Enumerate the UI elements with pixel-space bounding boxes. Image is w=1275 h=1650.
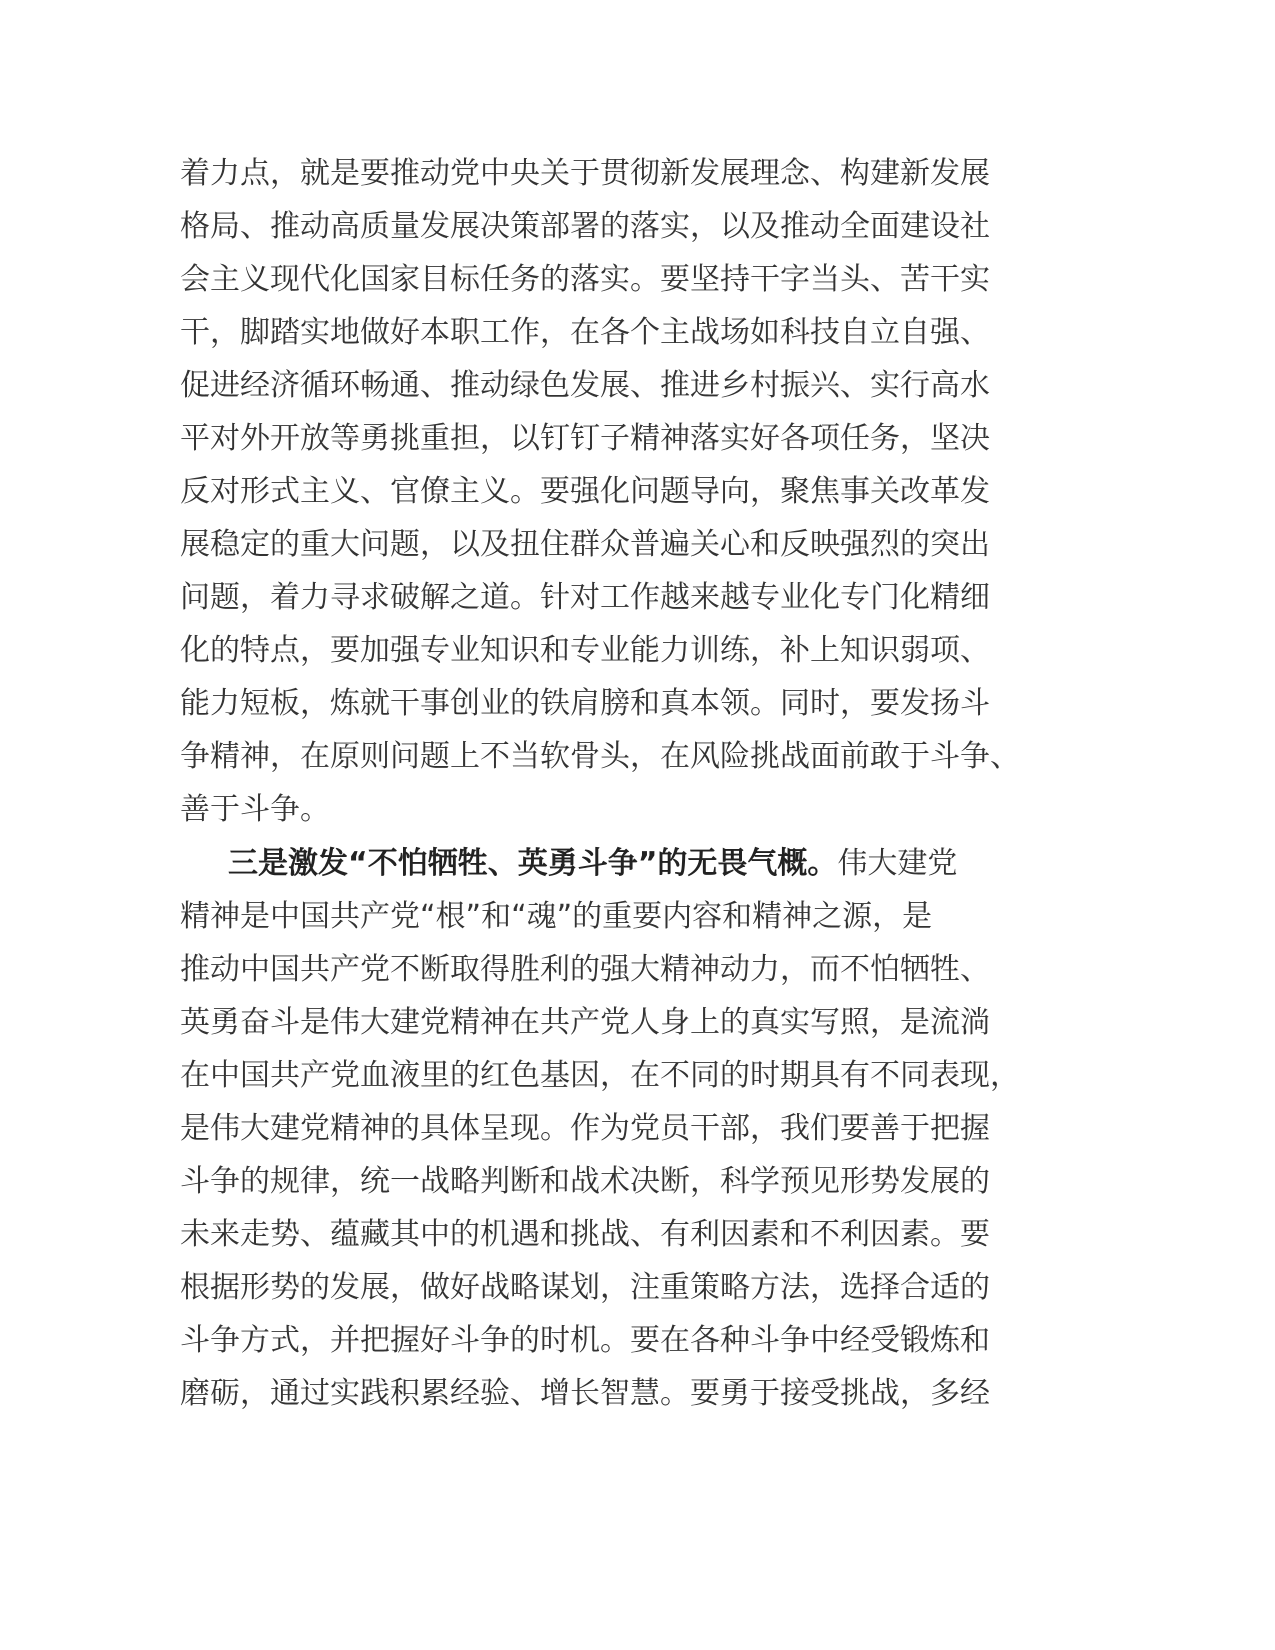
text-line: 促进经济循环畅通、推动绿色发展、推进乡村振兴、实行高水: [180, 368, 990, 403]
text-line: 争精神，在原则问题上不当软骨头，在风险挑战面前敢于斗争、: [180, 739, 1020, 774]
text-line: 平对外开放等勇挑重担，以钉钉子精神落实好各项任务，坚决: [180, 421, 990, 456]
text-line: 精神是中国共产党“根”和“魂”的重要内容和精神之源，是: [180, 899, 933, 934]
section-heading: 三是激发“不怕牺牲、英勇斗争”的无畏气概。: [228, 846, 838, 881]
text-line: 根据形势的发展，做好战略谋划，注重策略方法，选择合适的: [180, 1270, 990, 1305]
text-line: 能力短板，炼就干事创业的铁肩膀和真本领。同时，要发扬斗: [180, 686, 990, 721]
document-body: [180, 147, 1080, 1420]
text-line: 反对形式主义、官僚主义。要强化问题导向，聚焦事关改革发: [180, 474, 990, 509]
text-line: 问题，着力寻求破解之道。针对工作越来越专业化专门化精细: [180, 580, 990, 615]
text-line: 干，脚踏实地做好本职工作，在各个主战场如科技自立自强、: [180, 315, 990, 350]
text-line: 英勇奋斗是伟大建党精神在共产党人身上的真实写照，是流淌: [180, 1005, 990, 1040]
text-line: 着力点，就是要推动党中央关于贯彻新发展理念、构建新发展: [180, 156, 990, 191]
text-line: 在中国共产党血液里的红色基因，在不同的时期具有不同表现，: [180, 1058, 1020, 1093]
text-line: 化的特点，要加强专业知识和专业能力训练，补上知识弱项、: [180, 633, 990, 668]
text-line: 是伟大建党精神的具体呈现。作为党员干部，我们要善于把握: [180, 1111, 990, 1146]
text-line: 磨砺，通过实践积累经验、增长智慧。要勇于接受挑战，多经: [180, 1376, 990, 1411]
text-line: 斗争方式，并把握好斗争的时机。要在各种斗争中经受锻炼和: [180, 1323, 990, 1358]
text-line: 斗争的规律，统一战略判断和战术决断，科学预见形势发展的: [180, 1164, 990, 1199]
heading-continuation: 伟大建党: [837, 846, 958, 881]
paragraph-1: [180, 147, 1080, 836]
text-line: 未来走势、蕴藏其中的机遇和挑战、有利因素和不利因素。要: [180, 1217, 990, 1252]
paragraph-2-first-line: [180, 837, 1080, 890]
text-line: 会主义现代化国家目标任务的落实。要坚持干字当头、苦干实: [180, 262, 990, 297]
text-line: 格局、推动高质量发展决策部署的落实，以及推动全面建设社: [180, 209, 990, 244]
paragraph-2: [180, 837, 1080, 1420]
text-line: 推动中国共产党不断取得胜利的强大精神动力，而不怕牺牲、: [180, 952, 990, 987]
text-line: 展稳定的重大问题，以及扭住群众普遍关心和反映强烈的突出: [180, 527, 990, 562]
text-line: 善于斗争。: [180, 792, 330, 827]
